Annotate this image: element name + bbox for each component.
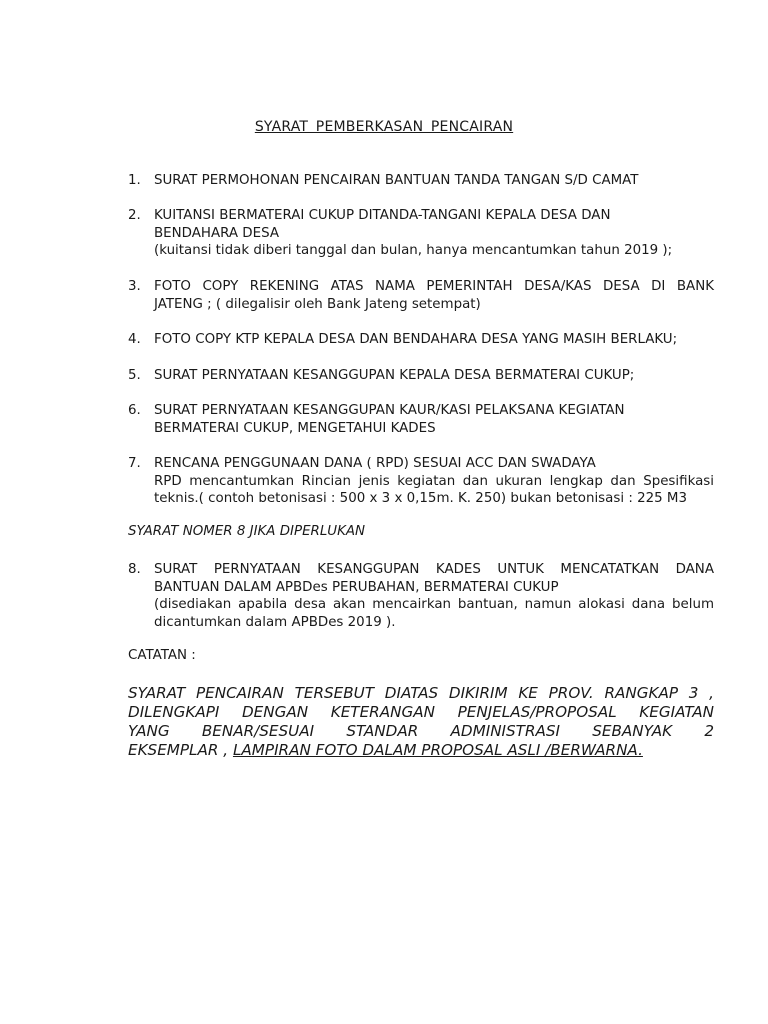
item-line: FOTO COPY KTP KEPALA DESA DAN BENDAHARA DESA YANG MASIH BERLAKU;: [154, 332, 678, 347]
catatan-label: CATATAN :: [128, 648, 196, 663]
list-item: [128, 402, 714, 437]
item-line: SURAT PERNYATAAN KESANGGUPAN KADES UNTUK MENCATATKAN DANA: [154, 562, 714, 577]
note-line: [128, 741, 714, 760]
item-number: 3.: [128, 279, 141, 294]
item-line: BANTUAN DALAM APBDes PERUBAHAN, BERMATERAI CUKUP: [154, 579, 559, 595]
list-item: [128, 367, 714, 385]
item-line: JATENG ; ( dilegalisir oleh Bank Jateng setempat): [154, 296, 481, 312]
item-line: (kuitansi tidak diberi tanggal dan bulan, hanya mencantumkan tahun 2019 );: [154, 243, 673, 259]
item-number: 5.: [128, 368, 141, 383]
catatan-note: [128, 684, 714, 760]
note-line: SYARAT PENCAIRAN TERSEBUT DIATAS DIKIRIM KE PROV. RANGKAP 3 ,: [128, 684, 714, 702]
item-number: 8.: [128, 562, 141, 577]
item-line: dicantumkan dalam APBDes 2019 ).: [154, 614, 396, 630]
item-line: KUITANSI BERMATERAI CUKUP DITANDA-TANGANI KEPALA DESA DAN: [154, 208, 611, 223]
item-line: BERMATERAI CUKUP, MENGETAHUI KADES: [154, 420, 436, 436]
item-number: 2.: [128, 208, 141, 223]
item-number: 7.: [128, 456, 141, 471]
list-item: [128, 278, 714, 313]
item-line: teknis.( contoh betonisasi : 500 x 3 x 0,15m. K. 250) bukan betonisasi : 225 M3: [154, 491, 687, 507]
list-item: [128, 207, 714, 260]
item-line: FOTO COPY REKENING ATAS NAMA PEMERINTAH DESA/KAS DESA DI BANK: [154, 279, 714, 294]
list-item: [128, 561, 714, 631]
optional-heading: SYARAT NOMER 8 JIKA DIPERLUKAN: [128, 524, 366, 539]
list-item: [128, 331, 714, 349]
item-line: RENCANA PENGGUNAAN DANA ( RPD) SESUAI ACC DAN SWADAYA: [154, 456, 596, 471]
note-text: EKSEMPLAR ,: [128, 741, 233, 759]
note-underlined-text: LAMPIRAN FOTO DALAM PROPOSAL ASLI /BERWARNA.: [232, 741, 643, 759]
item-line: RPD mencantumkan Rincian jenis kegiatan dan ukuran lengkap dan Spesifikasi: [154, 473, 714, 489]
note-line: DILENGKAPI DENGAN KETERANGAN PENJELAS/PROPOSAL KEGIATAN: [128, 703, 714, 721]
item-line: BENDAHARA DESA: [154, 225, 279, 241]
item-line: SURAT PERMOHONAN PENCAIRAN BANTUAN TANDA TANGAN S/D CAMAT: [154, 173, 639, 188]
note-line: YANG BENAR/SESUAI STANDAR ADMINISTRASI SEBANYAK 2: [128, 722, 714, 740]
item-number: 6.: [128, 403, 141, 418]
item-line: (disediakan apabila desa akan mencairkan bantuan, namun alokasi dana belum: [154, 597, 714, 613]
page-title: SYARAT PEMBERKASAN PENCAIRAN: [254, 119, 514, 135]
list-item: [128, 172, 714, 190]
item-number: 4.: [128, 332, 141, 347]
item-line: SURAT PERNYATAAN KESANGGUPAN KAUR/KASI PELAKSANA KEGIATAN: [154, 403, 625, 418]
list-item: [128, 455, 714, 508]
item-line: SURAT PERNYATAAN KESANGGUPAN KEPALA DESA BERMATERAI CUKUP;: [154, 368, 635, 383]
item-number: 1.: [128, 173, 141, 188]
